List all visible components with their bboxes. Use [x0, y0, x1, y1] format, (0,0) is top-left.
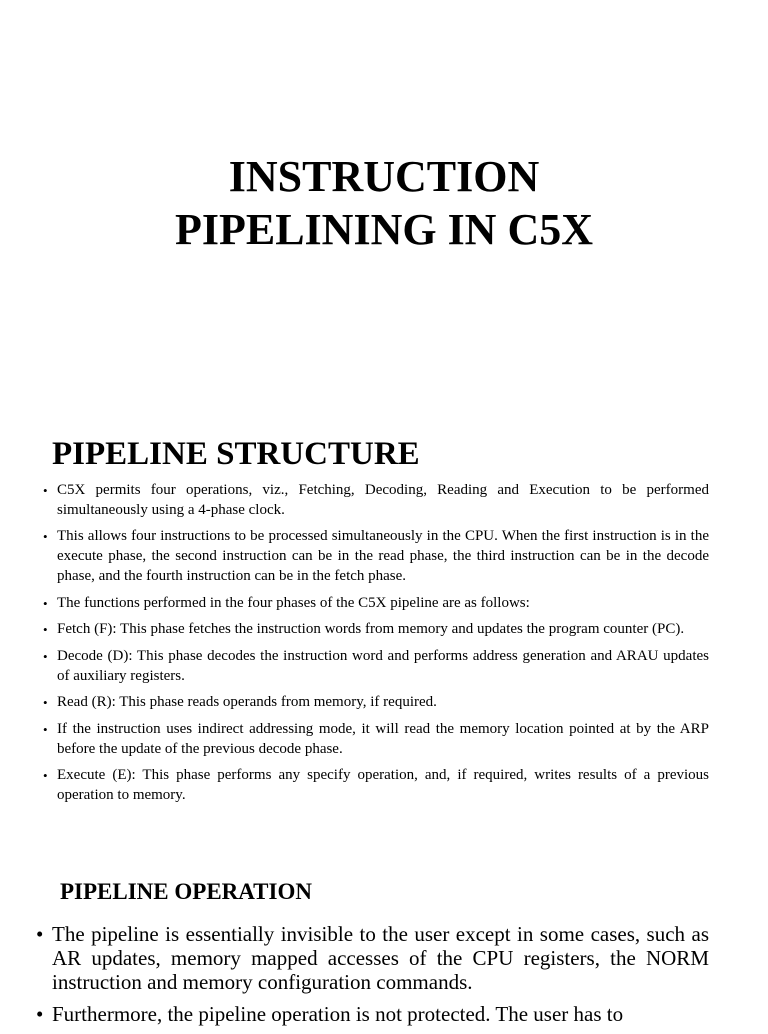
pipeline-operation-heading: PIPELINE OPERATION: [60, 879, 312, 904]
bullet-icon: •: [43, 483, 48, 498]
list-item-text: C5X permits four operations, viz., Fetching, Decoding, Reading and Execution to be performed simultaneously using a 4-phase clock.: [57, 482, 709, 518]
bullet-icon: •: [43, 595, 48, 611]
list-item-text: Fetch (F): This phase fetches the instruction words from memory and updates the program counter (PC).: [57, 621, 685, 638]
list-item: [34, 1002, 709, 1026]
list-item: [40, 481, 709, 520]
list-item: [40, 766, 709, 805]
page-title-line-2: PIPELINING IN C5X: [174, 205, 594, 254]
pipeline-structure-heading: PIPELINE STRUCTURE: [52, 436, 420, 472]
pipeline-structure-list: [40, 481, 709, 813]
bullet-icon: •: [43, 622, 48, 638]
bullet-icon: •: [36, 922, 44, 946]
list-item-text: The pipeline is essentially invisible to the user except in some cases, such as AR updates, memory mapped accesses of the CPU registers, the NORM instruction and memory configuration commands.: [52, 922, 709, 994]
pipeline-operation-list: [34, 922, 709, 1034]
list-item: [40, 620, 709, 640]
list-item-text: If the instruction uses indirect addressing mode, it will read the memory location pointed at by the ARP before the update of the previous decode phase.: [57, 721, 709, 757]
page-title-line-1: INSTRUCTION: [228, 152, 540, 201]
bullet-icon: •: [43, 529, 48, 545]
bullet-icon: •: [43, 722, 48, 738]
list-item-text: Execute (E): This phase performs any specify operation, and, if required, writes results of a previous operation to memory.: [57, 767, 709, 804]
bullet-icon: •: [43, 648, 48, 664]
list-item-text: Furthermore, the pipeline operation is not protected. The user has to: [52, 1002, 624, 1026]
bullet-icon: •: [43, 768, 48, 784]
list-item: [40, 647, 709, 686]
list-item-text: Decode (D): This phase decodes the instruction word and performs address generation and ARAU updates of auxiliary registers.: [57, 647, 709, 684]
list-item-text: The functions performed in the four phases of the C5X pipeline are as follows:: [57, 594, 530, 611]
list-item: [34, 922, 709, 994]
list-item: [40, 693, 709, 713]
list-item-text: Read (R): This phase reads operands from memory, if required.: [57, 694, 437, 711]
list-item-text: This allows four instructions to be processed simultaneously in the CPU. When the first instruction is in the execute phase, the second instruction can be in the read phase, the third instruction can be in the decode phase, and the fourth instruction can be in the fetch phase.: [57, 528, 709, 584]
list-item: [40, 594, 709, 614]
page-title: [0, 150, 768, 256]
list-item: [40, 527, 709, 586]
bullet-icon: •: [36, 1002, 44, 1026]
bullet-icon: •: [43, 695, 48, 711]
list-item: [40, 720, 709, 759]
